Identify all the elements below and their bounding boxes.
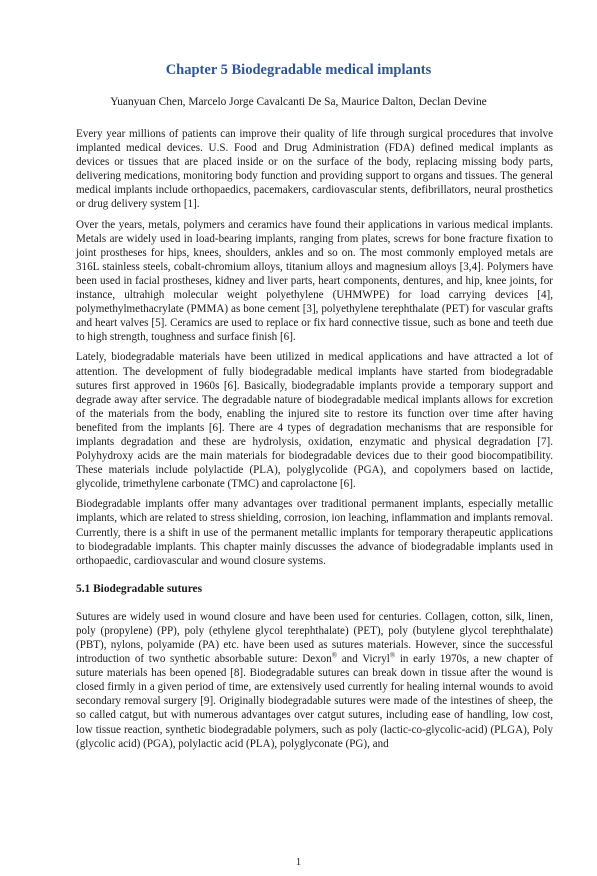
section-text: and Vicryl — [337, 653, 390, 666]
section-text: Sutures are widely used in wound closure and have been used for centuries. Collagen, cotton, silk, linen, poly (propylene) (PP), poly (ethylene glycol terephthalate) (PET), poly (butylene glycol terephthalate) (PBT), nylons, polyamide (PA) etc. have been used as sutures materials. However, since the successful introduction of two synthetic absorbable suture: Dexon — [76, 610, 553, 666]
body-paragraph: Biodegradable implants offer many advantages over traditional permanent implants, especially metallic implants, which are related to stress shielding, corrosion, ion leaching, inflammation and implants removal. Currently, there is a shift in use of the permanent metallic implants for temporary therapeutic applications to biodegradable implants. This chapter mainly discusses the advance of biodegradable implants used in orthopaedic, cardiovascular and wound closure systems. — [76, 498, 553, 567]
body-paragraph: Every year millions of patients can improve their quality of life through surgical procedures that involve implanted medical devices. U.S. Food and Drug Administration (FDA) defined medical implants as devices or tissues that are placed inside or on the surface of the body, replacing missing body parts, delivering medications, monitoring body function and providing support to organs and tissues. The general medical implants include orthopaedics, pacemakers, cardiovascular stents, defibrillators, neural prosthetics or drug delivery system [1]. — [76, 128, 553, 211]
author-list: Yuanyuan Chen, Marcelo Jorge Cavalcanti De Sa, Maurice Dalton, Declan Devine — [110, 96, 487, 108]
registered-mark: ® — [389, 651, 396, 660]
section-paragraph — [76, 610, 553, 751]
body-paragraph: Lately, biodegradable materials have been utilized in medical applications and have attracted a lot of attention. The development of fully biodegradable medical implants have started from biodegradable sutures first approved in 1960s [6]. Basically, biodegradable implants provide a temporary support and degrade away after service. The degradable nature of biodegradable medical implants allows for excretion of the materials from the body, enabling the injured site to restore its function over time after having benefited from the implants [6]. There are 4 types of degradation mechanisms that are responsible for implants degradation and these are hydrolysis, oxidation, enzymatic and physical degradation [7]. Polyhydroxy acids are the main materials for biodegradable devices due to their good biocompatibility. These materials include polylactide (PLA), polyglycolide (PGA), and copolymers based on lactide, glycolide, trimethylene carbonate (TMC) and caprolactone [6]. — [76, 351, 553, 491]
section-heading: 5.1 Biodegradable sutures — [76, 582, 203, 595]
body-paragraph: Over the years, metals, polymers and ceramics have found their applications in various medical implants. Metals are widely used in load-bearing implants, ranging from plates, screws for bone fracture fixation to joint prostheses for hips, knees, shoulders, ankles and so on. The most commonly employed metals are 316L stainless steels, cobalt-chromium alloys, titanium alloys and magnesium alloys [3,4]. Polymers have been used in facial prostheses, kidney and liver parts, heart components, dentures, and hip, knee joints, for instance, ultrahigh molecular weight polyethylene (UHMWPE) for load carrying devices [4], polymethylmethacrylate (PMMA) as bone cement [3], polyethylene terephthalate (PET) for vascular grafts and heart valves [5]. Ceramics are used to replace or fix hard connective tissue, such as bone and teeth due to high strength, toughness and surface finish [6]. — [76, 218, 553, 344]
document-body — [76, 127, 553, 757]
chapter-title: Chapter 5 Biodegradable medical implants — [165, 62, 432, 78]
registered-mark: ® — [331, 651, 338, 660]
page-number: 1 — [295, 857, 302, 868]
section-text: in early 1970s, a new chapter of suture materials has been opened [8]. Biodegradable sutures can break down in tissue after the wound is closed firmly in a given period of time, are extensively used currently for healing internal wounds to avoid secondary removal surgery [9]. Originally biodegradable sutures were made of the intestines of sheep, the so called catgut, but with numerous advantages over catgut sutures, including ease of handling, low cost, low tissue reaction, synthetic biodegradable polymers, such as poly (lactic-co-glycolic-acid) (PLGA), Poly (glycolic acid) (PGA), polylactic acid (PLA), polyglyconate (PG), and — [76, 653, 553, 750]
